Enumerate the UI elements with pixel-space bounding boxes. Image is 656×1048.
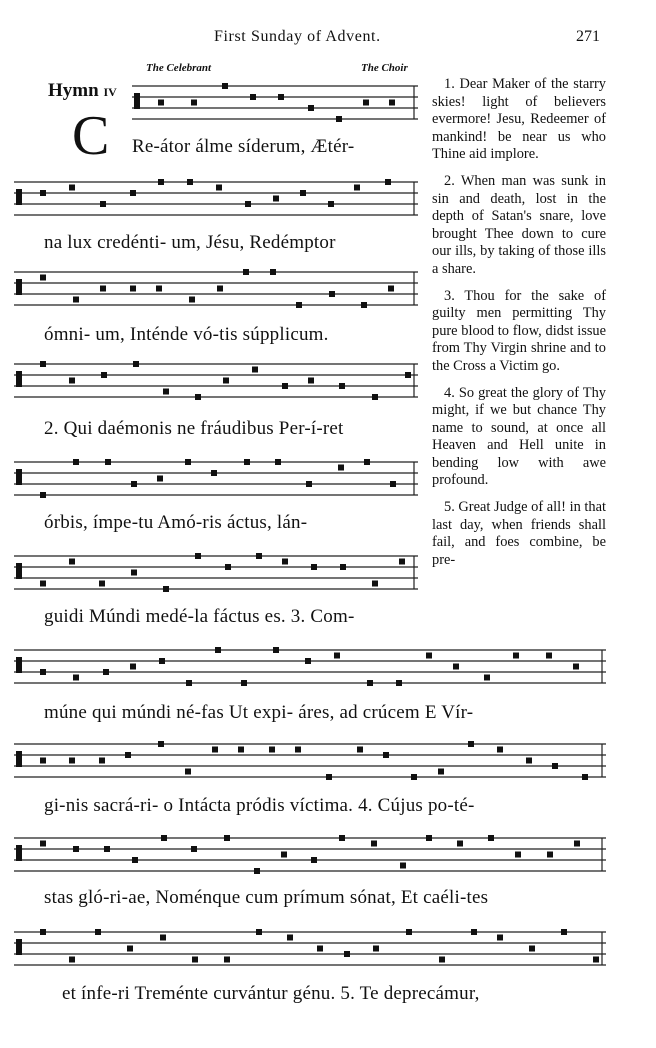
neume xyxy=(40,581,46,587)
neume xyxy=(282,559,288,565)
hymn-label xyxy=(48,80,117,102)
neume xyxy=(273,196,279,202)
choir-label: The Choir xyxy=(361,62,408,74)
neume xyxy=(367,680,373,686)
neume xyxy=(212,747,218,753)
neume xyxy=(244,459,250,465)
neume xyxy=(256,553,262,559)
neume xyxy=(69,378,75,384)
neume xyxy=(400,863,406,869)
neume xyxy=(372,581,378,587)
chant-staff-9 xyxy=(14,832,606,885)
neume xyxy=(223,378,229,384)
neume xyxy=(308,105,314,111)
c-clef xyxy=(16,657,22,673)
neume xyxy=(561,929,567,935)
neume xyxy=(40,275,46,281)
c-clef xyxy=(16,845,22,861)
neume xyxy=(159,658,165,664)
neume xyxy=(250,94,256,100)
neume xyxy=(101,372,107,378)
chant-staff-6 xyxy=(14,550,418,603)
neume xyxy=(329,291,335,297)
lyric-line-6: guidi Múndi medé-la fáctus es. 3. Com- xyxy=(44,606,355,627)
neume xyxy=(103,669,109,675)
celebrant-label: The Celebrant xyxy=(146,62,212,74)
neume xyxy=(269,747,275,753)
running-title: First Sunday of Advent. xyxy=(214,28,381,45)
lyric-line-4: 2. Qui daémonis ne fráudibus Per-í-ret xyxy=(44,418,344,439)
neume xyxy=(497,747,503,753)
neume xyxy=(383,752,389,758)
neume xyxy=(191,100,197,106)
c-clef xyxy=(16,279,22,295)
neume xyxy=(426,653,432,659)
chant-staff-1 xyxy=(132,80,418,133)
neume xyxy=(390,481,396,487)
neume xyxy=(273,647,279,653)
neume xyxy=(95,929,101,935)
translation-stanza-5: 5. Great Judge of all! in that last day, when friends shall fail, and foes combine, be pre- xyxy=(432,499,606,568)
neume xyxy=(73,297,79,303)
c-clef xyxy=(16,939,22,955)
neume xyxy=(40,361,46,367)
neume xyxy=(326,774,332,780)
lyric-line-2: na lux credénti- um, Jésu, Redémptor xyxy=(44,232,336,253)
neume xyxy=(185,459,191,465)
chant-staff-5 xyxy=(14,456,418,509)
neume xyxy=(99,581,105,587)
lyric-line-1: Re-átor álme síderum, Ætér- xyxy=(132,136,355,157)
neume xyxy=(225,564,231,570)
neume xyxy=(573,664,579,670)
translation-stanza-3: 3. Thou for the sake of guilty men permitting Thy pure blood to flow, didst issue from Thy Virgin shrine and to the Cross a Victim go. xyxy=(432,287,606,374)
neume xyxy=(125,752,131,758)
neume xyxy=(99,758,105,764)
neume xyxy=(305,658,311,664)
neume xyxy=(426,835,432,841)
neume xyxy=(336,116,342,122)
neume xyxy=(217,286,223,292)
neume xyxy=(339,835,345,841)
neume xyxy=(361,302,367,308)
neume xyxy=(252,367,258,373)
neume xyxy=(471,929,477,935)
neume xyxy=(287,935,293,941)
neume xyxy=(100,286,106,292)
neume xyxy=(546,653,552,659)
neume xyxy=(163,586,169,592)
neume xyxy=(295,747,301,753)
neume xyxy=(69,758,75,764)
translation-stanza-1: 1. Dear Maker of the starry skies! light of believers evermore! Jesu, Redeemer of mankind! be near us who Thine aid implore. xyxy=(432,76,606,163)
neume xyxy=(245,201,251,207)
c-clef xyxy=(16,563,22,579)
neume xyxy=(515,852,521,858)
neume xyxy=(513,653,519,659)
neume xyxy=(453,664,459,670)
neume xyxy=(371,841,377,847)
neume xyxy=(105,459,111,465)
neume xyxy=(73,675,79,681)
neume xyxy=(497,935,503,941)
c-clef xyxy=(16,469,22,485)
neume xyxy=(211,470,217,476)
neume xyxy=(40,669,46,675)
neume xyxy=(484,675,490,681)
neume xyxy=(69,559,75,565)
neume xyxy=(468,741,474,747)
translation-stanza-4: 4. So great the glory of Thy might, if we but chance Thy name to sound, at once all Heaven and Hell unite in bending low with awe profound. xyxy=(432,384,606,489)
lyric-line-3: ómni- um, Inténde vó-tis súpplicum. xyxy=(44,324,329,345)
neume xyxy=(131,570,137,576)
neume xyxy=(306,481,312,487)
neume xyxy=(163,389,169,395)
neume xyxy=(439,957,445,963)
neume xyxy=(222,83,228,89)
neume xyxy=(104,846,110,852)
neume xyxy=(238,747,244,753)
lyric-line-5: órbis, ímpe-tu Amó-ris áctus, lán- xyxy=(44,512,308,533)
neume xyxy=(158,179,164,185)
neume xyxy=(354,185,360,191)
chant-staff-8 xyxy=(14,738,606,791)
neume xyxy=(73,459,79,465)
neume xyxy=(156,286,162,292)
neume xyxy=(216,185,222,191)
neume xyxy=(69,957,75,963)
translation-stanza-2: 2. When man was sunk in sin and death, lost in the depth of Satan's snare, love brought Thee down to cure our ills, by taking of those ills a share. xyxy=(432,172,606,277)
neume xyxy=(270,269,276,275)
neume xyxy=(547,852,553,858)
neume xyxy=(192,957,198,963)
neume xyxy=(406,929,412,935)
neume xyxy=(385,179,391,185)
neume xyxy=(130,664,136,670)
neume xyxy=(344,951,350,957)
lyric-line-7: múne qui múndi né-fas Ut expi- áres, ad crúcem E Vír- xyxy=(44,702,474,723)
neume xyxy=(40,492,46,498)
neume xyxy=(526,758,532,764)
lyric-line-9: stas gló-ri-ae, Noménque cum prímum sónat, Et caéli-tes xyxy=(44,887,489,908)
c-clef xyxy=(16,189,22,205)
neume xyxy=(256,929,262,935)
neume xyxy=(296,302,302,308)
neume xyxy=(364,459,370,465)
neume xyxy=(582,774,588,780)
lyric-line-8: gi-nis sacrá-ri- o Intácta pródis víctima. 4. Cújus po-té- xyxy=(44,795,475,816)
neume xyxy=(69,185,75,191)
neume xyxy=(529,946,535,952)
neume xyxy=(224,835,230,841)
neume xyxy=(357,747,363,753)
neume xyxy=(191,846,197,852)
drop-cap: C xyxy=(72,105,110,167)
neume xyxy=(278,94,284,100)
c-clef xyxy=(16,371,22,387)
chant-staff-7 xyxy=(14,644,606,697)
neume xyxy=(317,946,323,952)
neume xyxy=(187,179,193,185)
neume xyxy=(40,929,46,935)
neume xyxy=(373,946,379,952)
neume xyxy=(389,100,395,106)
neume xyxy=(215,647,221,653)
neume xyxy=(157,476,163,482)
neume xyxy=(241,680,247,686)
neume xyxy=(340,564,346,570)
neume xyxy=(40,190,46,196)
neume xyxy=(399,559,405,565)
neume xyxy=(189,297,195,303)
neume xyxy=(334,653,340,659)
neume xyxy=(552,763,558,769)
neume xyxy=(282,383,288,389)
neume xyxy=(574,841,580,847)
neume xyxy=(158,741,164,747)
chant-staff-2 xyxy=(14,176,418,229)
neume xyxy=(186,680,192,686)
neume xyxy=(130,286,136,292)
neume xyxy=(275,459,281,465)
neume xyxy=(311,857,317,863)
hymn-label-word: Hymn xyxy=(48,80,99,101)
neume xyxy=(195,394,201,400)
chant-staff-4 xyxy=(14,358,418,411)
neume xyxy=(457,841,463,847)
neume xyxy=(281,852,287,858)
neume xyxy=(488,835,494,841)
neume xyxy=(438,769,444,775)
lyric-line-10: et ínfe-ri Treménte curvántur génu. 5. Te deprecámur, xyxy=(62,983,480,1004)
neume xyxy=(311,564,317,570)
neume xyxy=(308,378,314,384)
neume xyxy=(195,553,201,559)
neume xyxy=(388,286,394,292)
neume xyxy=(243,269,249,275)
neume xyxy=(131,481,137,487)
neume xyxy=(160,935,166,941)
c-clef xyxy=(134,93,140,109)
neume xyxy=(130,190,136,196)
neume xyxy=(300,190,306,196)
neume xyxy=(100,201,106,207)
neume xyxy=(224,957,230,963)
neume xyxy=(254,868,260,874)
neume xyxy=(396,680,402,686)
hymn-number: IV xyxy=(103,85,117,99)
page-number: 271 xyxy=(576,28,600,45)
neume xyxy=(40,758,46,764)
neume xyxy=(372,394,378,400)
neume xyxy=(73,846,79,852)
neume xyxy=(405,372,411,378)
neume xyxy=(411,774,417,780)
english-translation xyxy=(432,76,606,578)
chant-staff-3 xyxy=(14,266,418,319)
neume xyxy=(161,835,167,841)
neume xyxy=(328,201,334,207)
chant-staff-10 xyxy=(14,926,606,979)
neume xyxy=(158,100,164,106)
neume xyxy=(132,857,138,863)
neume xyxy=(593,957,599,963)
neume xyxy=(339,383,345,389)
c-clef xyxy=(16,751,22,767)
neume xyxy=(185,769,191,775)
neume xyxy=(338,465,344,471)
neume xyxy=(133,361,139,367)
neume xyxy=(363,100,369,106)
neume xyxy=(40,841,46,847)
neume xyxy=(127,946,133,952)
